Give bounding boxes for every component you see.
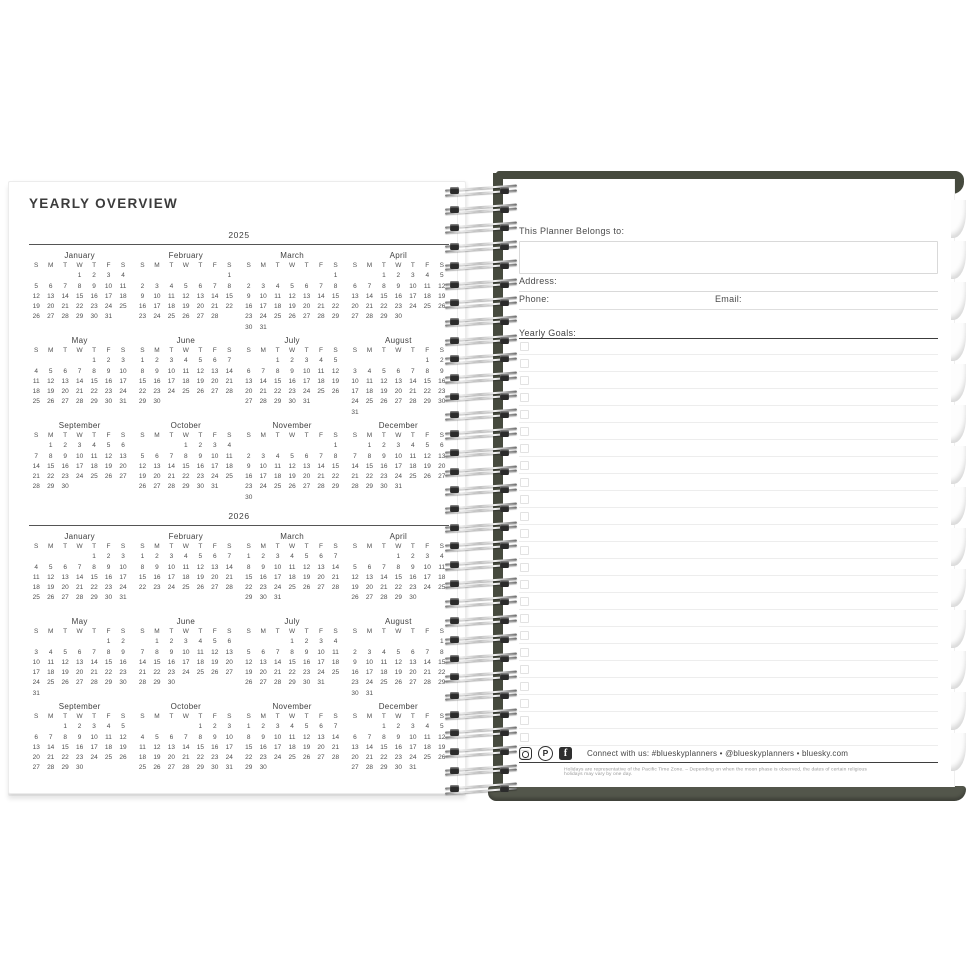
connect-text: Connect with us: #blueskyplanners • @blueskyplanners • bluesky.com (587, 749, 849, 758)
binding-coil (444, 762, 518, 781)
goal-row (519, 355, 938, 372)
month-title: October (170, 702, 202, 711)
month-title: December (378, 421, 419, 430)
goal-row (519, 627, 938, 644)
year-section-2025 (29, 230, 449, 505)
month-title: July (284, 617, 300, 626)
month-calendar-april: April S M T W T F S 1 2 3 4 5 6 7 8 9 10 11 12 13 14 15 16 17 18 19 20 21 22 23 24 25 26 27 28 29 30 (348, 531, 449, 616)
goal-checkbox (520, 699, 529, 708)
binding-coil (444, 388, 518, 407)
binding-coil (444, 257, 518, 276)
goal-row (519, 389, 938, 406)
month-calendar-march: March S M T W T F S 1 2 3 4 5 6 7 8 9 10 11 12 13 14 15 16 17 18 19 20 21 22 23 24 25 26 27 28 29 30 31 (242, 250, 343, 335)
goal-checkbox (520, 529, 529, 538)
page-curl (951, 651, 966, 689)
binding-coil (444, 481, 518, 500)
goal-checkbox (520, 410, 529, 419)
month-title: October (170, 421, 202, 430)
month-title: January (64, 532, 95, 541)
goal-row (519, 678, 938, 695)
month-title: January (64, 251, 95, 260)
page-curl (951, 241, 966, 279)
months-grid-2025 (29, 250, 449, 505)
binding-coil (444, 294, 518, 313)
goal-checkbox (520, 563, 529, 572)
year-label-2025: 2025 (29, 230, 449, 245)
goal-checkbox (520, 614, 529, 623)
binding-coil (444, 444, 518, 463)
goal-checkbox (520, 546, 529, 555)
month-calendar-january: January S M T W T F S 1 2 3 4 5 6 7 8 9 10 11 12 13 14 15 16 17 18 19 20 21 22 23 24 25 26 27 28 29 30 31 (29, 531, 130, 616)
goal-row (519, 729, 938, 746)
binding-coil (444, 332, 518, 351)
month-calendar-june: June S M T W T F S 1 2 3 4 5 6 7 8 9 10 11 12 13 14 15 16 17 18 19 20 21 22 23 24 25 26 27 28 29 30 (135, 616, 236, 701)
month-title: March (280, 532, 304, 541)
name-box (519, 241, 938, 274)
month-calendar-may: May S M T W T F S 1 2 3 4 5 6 7 8 9 10 11 12 13 14 15 16 17 18 19 20 21 22 23 24 25 26 27 28 29 30 31 (29, 616, 130, 701)
month-title: April (389, 532, 408, 541)
goal-checkbox (520, 393, 529, 402)
goal-row (519, 610, 938, 627)
goal-row (519, 576, 938, 593)
month-calendar-may: May S M T W T F S 1 2 3 4 5 6 7 8 9 10 11 12 13 14 15 16 17 18 19 20 21 22 23 24 25 26 27 28 29 30 31 (29, 335, 130, 420)
binding-coil (444, 780, 518, 799)
goal-checkbox (520, 733, 529, 742)
binding-coil (444, 612, 518, 631)
month-calendar-november: November S M T W T F S 1 2 3 4 5 6 7 8 9 10 11 12 13 14 15 16 17 18 19 20 21 22 23 24 25 26 27 28 29 30 (242, 701, 343, 786)
disclaimer-text: Holidays are representative of the Pacific Time Zone. – Depending on when the moon phase is observed, the dates of certain religious holidays may vary by one day. (564, 767, 867, 777)
binding-coil (444, 463, 518, 482)
binding-coil (444, 706, 518, 725)
cover-bottom-edge (488, 786, 966, 801)
goal-row (519, 440, 938, 457)
binding-coil (444, 276, 518, 295)
binding-coil (444, 593, 518, 612)
month-calendar-april: April S M T W T F S 1 2 3 4 5 6 7 8 9 10 11 12 13 14 15 16 17 18 19 20 21 22 23 24 25 26 27 28 29 30 (348, 250, 449, 335)
page-curl (951, 569, 966, 607)
page-curl (951, 405, 966, 443)
month-title: May (71, 336, 88, 345)
goal-row (519, 423, 938, 440)
goal-checkbox (520, 427, 529, 436)
binding-coil (444, 369, 518, 388)
binding-coil (444, 556, 518, 575)
month-title: November (272, 702, 312, 711)
goal-row (519, 593, 938, 610)
goal-checkbox (520, 478, 529, 487)
yearly-goals-header (519, 323, 938, 339)
goal-row (519, 559, 938, 576)
goal-checkbox (520, 665, 529, 674)
page-curl (951, 610, 966, 648)
goal-row (519, 372, 938, 389)
binding-coil (444, 425, 518, 444)
address-line (519, 291, 938, 292)
binding-coil (444, 519, 518, 538)
page-curl-edge (951, 200, 967, 775)
month-title: December (378, 702, 419, 711)
goal-checkbox (520, 342, 529, 351)
planner-info-page (503, 179, 955, 787)
goal-row (519, 406, 938, 423)
month-title: February (168, 532, 204, 541)
goal-checkbox (520, 631, 529, 640)
month-title: September (58, 421, 101, 430)
goal-checkbox (520, 580, 529, 589)
social-footer (519, 746, 848, 761)
pinterest-icon: P (538, 746, 553, 761)
yearly-goals-list (519, 338, 938, 763)
year-label-2026: 2026 (29, 511, 449, 526)
binding-coil (444, 537, 518, 556)
month-title: June (176, 617, 196, 626)
month-calendar-august: August S M T W T F S 1 2 3 4 5 6 7 8 9 10 11 12 13 14 15 16 17 18 19 20 21 22 23 24 25 26 27 28 29 30 31 (348, 616, 449, 701)
month-calendar-july: July S M T W T F S 1 2 3 4 5 6 7 8 9 10 11 12 13 14 15 16 17 18 19 20 21 22 23 24 25 26 27 28 29 30 31 (242, 335, 343, 420)
goal-checkbox (520, 716, 529, 725)
binding-coil (444, 650, 518, 669)
binding-coil (444, 687, 518, 706)
goal-row (519, 525, 938, 542)
page-title: YEARLY OVERVIEW (29, 196, 179, 211)
goal-checkbox (520, 648, 529, 657)
goal-checkbox (520, 495, 529, 504)
goal-checkbox (520, 461, 529, 470)
page-curl (951, 323, 966, 361)
goal-row (519, 474, 938, 491)
contact-line (519, 309, 938, 310)
goal-checkbox (520, 359, 529, 368)
page-curl (951, 487, 966, 525)
binding-coil (444, 201, 518, 220)
binding-coil (444, 406, 518, 425)
phone-label: Phone: (519, 294, 550, 304)
months-grid-2026 (29, 531, 449, 786)
month-title: May (71, 617, 88, 626)
binding-coil (444, 668, 518, 687)
goal-checkbox (520, 444, 529, 453)
month-calendar-october: October S M T W T F S 1 2 3 4 5 6 7 8 9 10 11 12 13 14 15 16 17 18 19 20 21 22 23 24 25 26 27 28 29 30 31 (135, 420, 236, 505)
goal-checkbox (520, 376, 529, 385)
spiral-binding (444, 182, 518, 798)
goal-row (519, 491, 938, 508)
binding-coil (444, 743, 518, 762)
month-title: August (385, 336, 412, 345)
page-curl (951, 528, 966, 566)
month-title: June (176, 336, 196, 345)
binding-coil (444, 631, 518, 650)
page-curl (951, 733, 966, 771)
month-title: April (389, 251, 408, 260)
year-section-2026 (29, 511, 449, 786)
binding-coil (444, 182, 518, 201)
goal-row (519, 712, 938, 729)
goal-row (519, 661, 938, 678)
goal-row (519, 644, 938, 661)
month-calendar-february: February S M T W T F S 1 2 3 4 5 6 7 8 9 10 11 12 13 14 15 16 17 18 19 20 21 22 23 24 25 26 27 28 (135, 531, 236, 616)
facebook-icon: f (559, 747, 572, 760)
goal-row (519, 542, 938, 559)
month-calendar-august: August S M T W T F S 1 2 3 4 5 6 7 8 9 10 11 12 13 14 15 16 17 18 19 20 21 22 23 24 25 26 27 28 29 30 31 (348, 335, 449, 420)
yearly-overview-page (8, 181, 466, 794)
month-calendar-november: November S M T W T F S 1 2 3 4 5 6 7 8 9 10 11 12 13 14 15 16 17 18 19 20 21 22 23 24 25 26 27 28 29 30 (242, 420, 343, 505)
binding-coil (444, 238, 518, 257)
month-title: August (385, 617, 412, 626)
month-calendar-march: March S M T W T F S 1 2 3 4 5 6 7 8 9 10 11 12 13 14 15 16 17 18 19 20 21 22 23 24 25 26 27 28 29 30 31 (242, 531, 343, 616)
email-label: Email: (715, 294, 742, 304)
month-title: March (280, 251, 304, 260)
goal-row (519, 695, 938, 712)
binding-coil (444, 724, 518, 743)
binding-coil (444, 219, 518, 238)
belongs-to-label: This Planner Belongs to: (519, 226, 625, 236)
month-title: September (58, 702, 101, 711)
month-title: July (284, 336, 300, 345)
binding-coil (444, 313, 518, 332)
instagram-icon (519, 747, 532, 760)
goal-checkbox (520, 512, 529, 521)
month-title: February (168, 251, 204, 260)
yearly-goals-label: Yearly Goals: (519, 328, 577, 338)
binding-coil (444, 350, 518, 369)
binding-coil (444, 500, 518, 519)
month-title: November (272, 421, 312, 430)
month-calendar-june: June S M T W T F S 1 2 3 4 5 6 7 8 9 10 11 12 13 14 15 16 17 18 19 20 21 22 23 24 25 26 27 28 29 30 (135, 335, 236, 420)
goal-row (519, 338, 938, 355)
month-calendar-december: December S M T W T F S 1 2 3 4 5 6 7 8 9 10 11 12 13 14 15 16 17 18 19 20 21 22 23 24 25 26 27 28 29 30 31 (348, 701, 449, 786)
page-curl (951, 692, 966, 730)
goal-row (519, 457, 938, 474)
month-calendar-october: October S M T W T F S 1 2 3 4 5 6 7 8 9 10 11 12 13 14 15 16 17 18 19 20 21 22 23 24 25 26 27 28 29 30 31 (135, 701, 236, 786)
page-curl (951, 200, 966, 238)
goal-checkbox (520, 597, 529, 606)
month-calendar-february: February S M T W T F S 1 2 3 4 5 6 7 8 9 10 11 12 13 14 15 16 17 18 19 20 21 22 23 24 25 26 27 28 (135, 250, 236, 335)
month-calendar-january: January S M T W T F S 1 2 3 4 5 6 7 8 9 10 11 12 13 14 15 16 17 18 19 20 21 22 23 24 25 26 27 28 29 30 31 (29, 250, 130, 335)
address-label: Address: (519, 276, 557, 286)
page-curl (951, 282, 966, 320)
goal-row (519, 508, 938, 525)
month-calendar-september: September S M T W T F S 1 2 3 4 5 6 7 8 9 10 11 12 13 14 15 16 17 18 19 20 21 22 23 24 25 26 27 28 29 30 (29, 420, 130, 505)
month-calendar-september: September S M T W T F S 1 2 3 4 5 6 7 8 9 10 11 12 13 14 15 16 17 18 19 20 21 22 23 24 25 26 27 28 29 30 (29, 701, 130, 786)
binding-coil (444, 575, 518, 594)
goal-checkbox (520, 682, 529, 691)
month-calendar-july: July S M T W T F S 1 2 3 4 5 6 7 8 9 10 11 12 13 14 15 16 17 18 19 20 21 22 23 24 25 26 27 28 29 30 31 (242, 616, 343, 701)
page-curl (951, 364, 966, 402)
month-calendar-december: December S M T W T F S 1 2 3 4 5 6 7 8 9 10 11 12 13 14 15 16 17 18 19 20 21 22 23 24 25 26 27 28 29 30 31 (348, 420, 449, 505)
page-curl (951, 446, 966, 484)
